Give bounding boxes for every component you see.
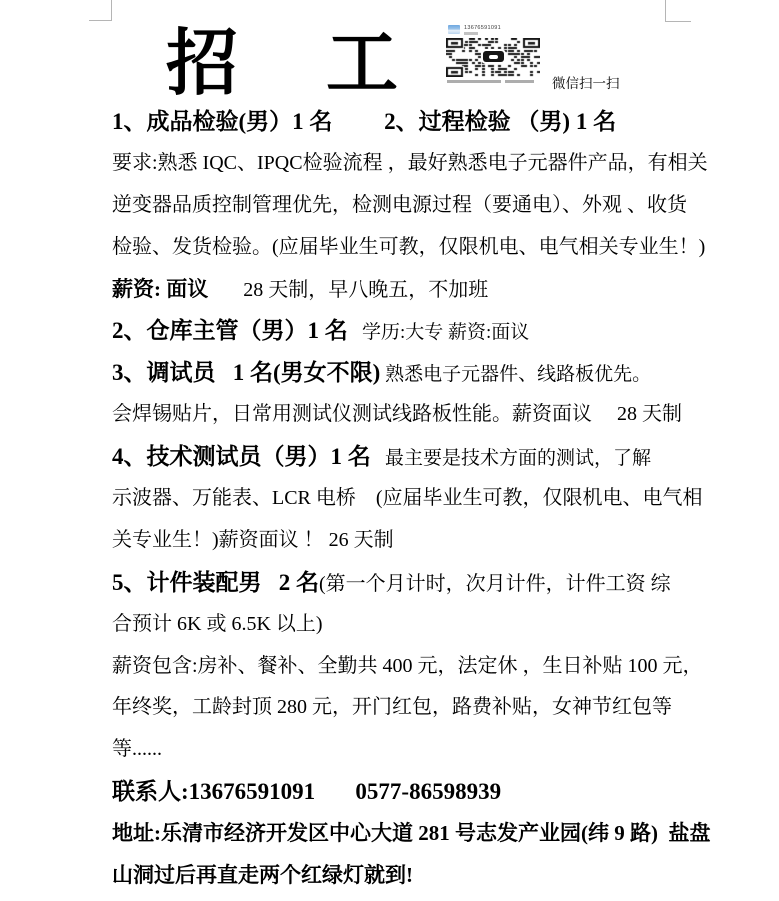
- wechat-scan-label: 微信扫一扫: [552, 76, 620, 91]
- debugger-job-line-2: 会焊锡贴片，日常用测试仪测试线路板性能。薪资面议 28 天制: [112, 403, 682, 426]
- requirements-line-3: 检验、发货检验。(应届毕业生可教，仅限机电、电气相关专业生！): [112, 235, 706, 258]
- jobs-header-line: 1、成品检验(男）1 名 2、过程检验 （男) 1 名: [112, 109, 617, 134]
- requirements-line-2: 逆变器品质控制管理优先，检测电源过程（要通电）、外观 、收货: [112, 193, 687, 216]
- wechat-avatar: [448, 25, 460, 34]
- page-margin-mark-topleft: [111, 0, 112, 21]
- requirements-line-1: 要求:熟悉 IQC、IPQC检验流程 ，最好熟悉电子元器件产品，有相关: [112, 151, 708, 174]
- debugger-job-note: 熟悉电子元器件、线路板优先。: [380, 364, 652, 386]
- salary-detail: 28 天制，早八晚五，不加班: [208, 278, 489, 301]
- qr-center-logo-glyph: [489, 55, 498, 59]
- page-margin-mark-topleft: [89, 20, 112, 21]
- poster-title: [166, 24, 399, 104]
- assembler-job-line-2: 合预计 6K 或 6.5K 以上): [112, 612, 323, 635]
- qr-center-logo: [483, 51, 504, 62]
- benefits-line-2: 年终奖，工龄封顶 280 元，开门红包，路费补贴，女神节红包等: [112, 696, 672, 719]
- contact-line: 联系人:13676591091 0577-86598939: [112, 779, 502, 805]
- tech-tester-job-note: 最主要是技术方面的测试，了解: [370, 448, 652, 470]
- warehouse-job-line: [112, 310, 678, 352]
- qr-code: [446, 38, 540, 77]
- poster-body: [112, 101, 711, 897]
- qr-caption-bar: [447, 80, 501, 83]
- tech-tester-job-line-2: 示波器、万能表、LCR 电桥 (应届毕业生可教，仅限机电、电气相: [112, 487, 703, 510]
- wechat-qr-card: [437, 22, 547, 88]
- assembler-job-note: (第一个月计时，次月计件，计件工资 综: [319, 572, 671, 595]
- qr-caption-bar: [505, 80, 534, 83]
- salary-line: [112, 269, 678, 311]
- tech-tester-job-title: 4、技术测试员（男）1 名: [112, 444, 371, 470]
- wechat-card-subtext-bar: [464, 32, 478, 35]
- salary-label: 薪资: 面议: [112, 276, 209, 301]
- poster-title-char: 工: [326, 24, 399, 104]
- debugger-job-line: [112, 352, 678, 394]
- tech-tester-job-line: [112, 436, 678, 478]
- assembler-job-line: [112, 562, 678, 604]
- debugger-job-title: 3、调试员 1 名(男女不限): [112, 360, 381, 386]
- benefits-line-3: 等......: [112, 738, 162, 761]
- warehouse-job-title: 2、仓库主管（男）1 名: [112, 318, 348, 344]
- warehouse-job-note: 学历:大专 薪资:面议: [347, 322, 530, 344]
- wechat-card-number: 13676591091: [464, 25, 501, 31]
- page-margin-mark-topright: [665, 0, 666, 22]
- address-line-2: 山洞过后再直走两个红绿灯就到!: [112, 863, 413, 888]
- tech-tester-job-line-3: 关专业生！)薪资面议 ！ 26 天制: [112, 528, 394, 551]
- assembler-job-title: 5、计件装配男 2 名: [112, 569, 319, 595]
- poster-title-char: 招: [166, 24, 239, 104]
- benefits-line-1: 薪资包含:房补、餐补、全勤共 400 元，法定休 ，生日补贴 100 元，: [112, 654, 703, 677]
- page-margin-mark-topright: [665, 21, 691, 22]
- address-line-1: 地址:乐清市经济开发区中心大道 281 号志发产业园(纬 9 路) 盐盘: [112, 821, 711, 846]
